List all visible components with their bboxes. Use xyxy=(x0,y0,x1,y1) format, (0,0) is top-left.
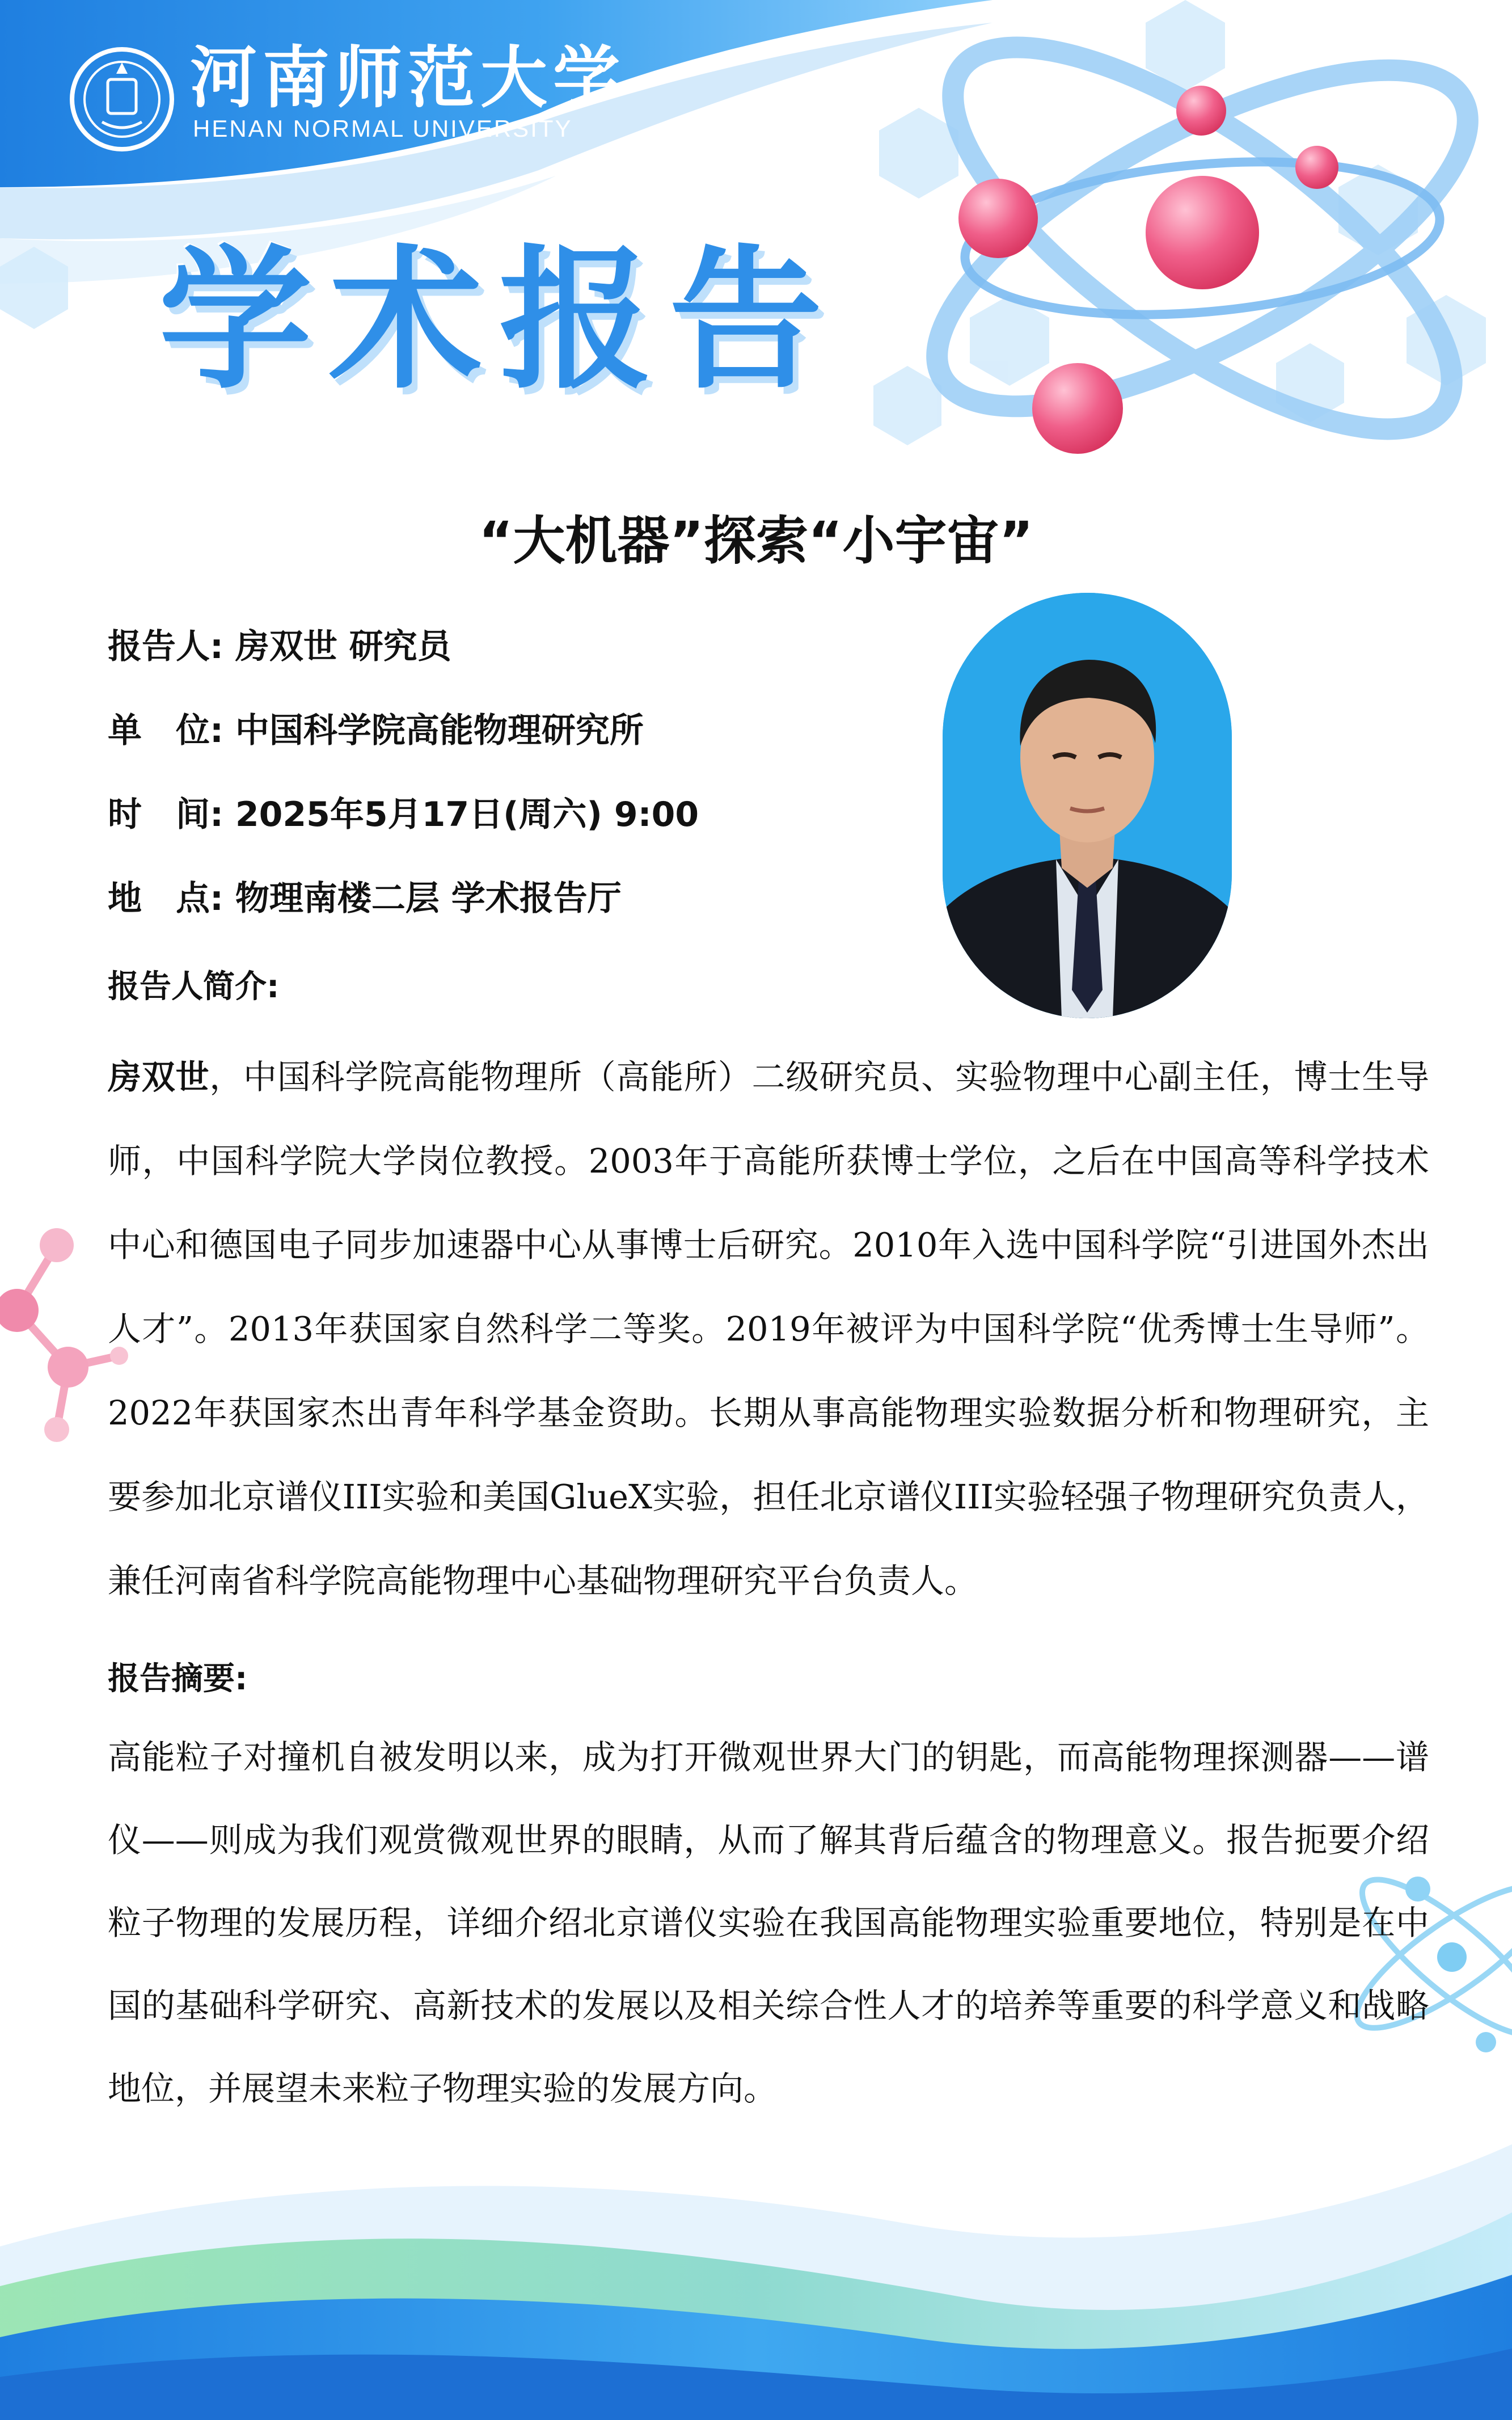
bio-heading: 报告人简介: xyxy=(108,968,280,1005)
bio-paragraph xyxy=(108,1035,1429,1623)
info-affiliation-label: 单 位: xyxy=(108,711,223,751)
bio-text: ，中国科学院高能物理所（高能所）二级研究员、实验物理中心副主任，博士生导师，中国科学院大学岗位教授。2003年于高能所获博士学位，之后在中国高等科学技术中心和德国电子同步加速器中心从事博士后研究。2010年入选中国科学院“引进国外杰出人才”。2013年获国家自然科学二等奖。2019年被评为中国科学院“优秀博士生导师”。2022年获国家杰出青年科学基金资助。长期从事高能物理实验数据分析和物理研究，主要参加北京谱仪III实验和美国GlueX实验，担任北京谱仪III实验轻强子物理研究负责人，兼任河南省科学院高能物理中心基础物理研究平台负责人。 xyxy=(108,1057,1429,1600)
info-location xyxy=(108,871,622,920)
info-location-value: 物理南楼二层 学术报告厅 xyxy=(235,879,622,918)
info-time-label: 时 间: xyxy=(108,795,223,834)
info-time xyxy=(108,787,699,836)
info-location-label: 地 点: xyxy=(108,879,223,918)
university-seal-icon xyxy=(68,45,176,153)
banner-title: 学术报告 xyxy=(159,231,839,410)
bio-name: 房双世 xyxy=(108,1057,210,1097)
info-time-value: 2025年5月17日(周六) 9:00 xyxy=(235,795,699,834)
info-speaker-value: 房双世 研究员 xyxy=(235,627,451,667)
university-name-cn: 河南师范大学 xyxy=(190,38,626,117)
university-name-en: HENAN NORMAL UNIVERSITY xyxy=(193,115,573,142)
info-speaker xyxy=(108,619,451,668)
abstract-paragraph: 高能粒子对撞机自被发明以来，成为打开微观世界大门的钥匙，而高能物理探测器——谱仪——则成为我们观赏微观世界的眼睛，从而了解其背后蕴含的物理意义。报告扼要介绍粒子物理的发展历程，详细介绍北京谱仪实验在我国高能物理实验重要地位，特别是在中国的基础科学研究、高新技术的发展以及相关综合性人才的培养等重要的科学意义和战略地位，并展望未来粒子物理实验的发展方向。 xyxy=(108,1738,1429,2108)
info-affiliation-value: 中国科学院高能物理研究所 xyxy=(235,711,644,751)
info-affiliation xyxy=(108,703,644,752)
talk-title: “大机器”探索“小宇宙” xyxy=(479,511,1033,571)
speaker-portrait xyxy=(943,593,1232,1018)
abstract-heading: 报告摘要: xyxy=(108,1660,248,1697)
info-speaker-label: 报告人: xyxy=(108,627,223,667)
